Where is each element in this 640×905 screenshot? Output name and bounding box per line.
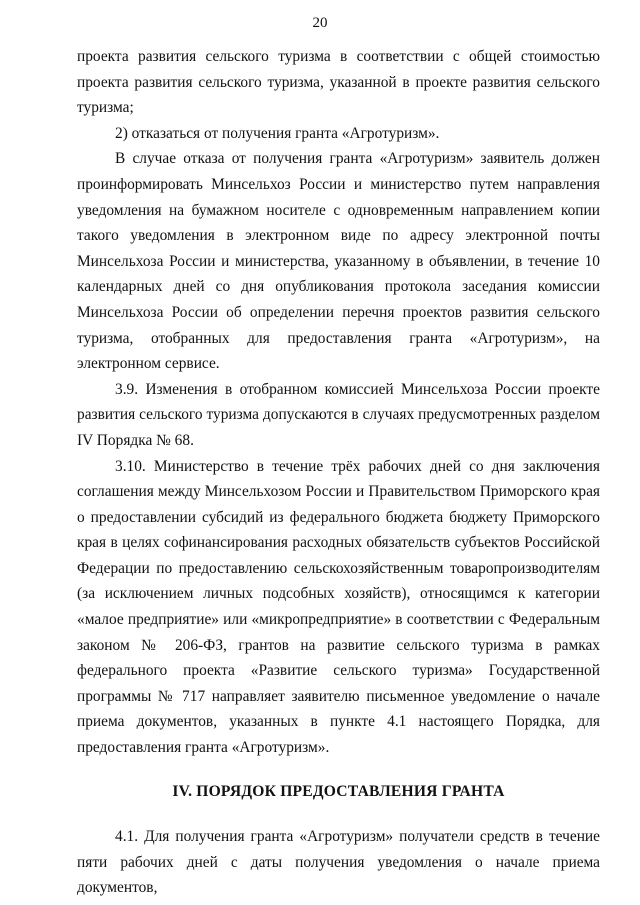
paragraph-option-2: 2) отказаться от получения гранта «Агротуризм».	[115, 124, 440, 142]
paragraph-refusal: В случае отказа от получения гранта «Агротуризм» заявитель должен проинформировать Минсельхоз России и министерство путем направления уведомления на бумажном носителе с одновременным направлением копии такого уведомления в электронном виде по адресу электронной почты Минсельхоза России и министерства, указанному в объявлении, в течение 10 календарных дней со дня опубликования протокола заседания комиссии Минсельхоза России об определении перечня проектов развития сельского туризма, отобранных для предоставления гранта «Агротуризм», на электронном сервисе.	[77, 150, 600, 373]
page-number: 20	[312, 15, 328, 31]
paragraph-3-9: 3.9. Изменения в отобранном комиссией Минсельхоза России проекте развития сельского туризма допускаются в случаях предусмотренных разделом IV Порядка № 68.	[77, 380, 600, 449]
paragraph-3-10: 3.10. Министерство в течение трёх рабочих дней со дня заключения соглашения между Минсельхозом России и Правительством Приморского края о предоставлении субсидий из федерального бюджета бюджету Приморского края в целях софинансирования расходных обязательств субъектов Российской Федерации по предоставлению сельскохозяйственным товаропроизводителям (за исключением личных подсобных хозяйств), относящимся к категории «малое предприятие» или «микропредприятие» в соответствии с Федеральным законом № 206-ФЗ, грантов на развитие сельского туризма в рамках федерального проекта «Развитие сельского туризма» Государственной программы № 717 направляет заявителю письменное уведомление о начале приема документов, указанных в пункте 4.1 настоящего Порядка, для предоставления гранта «Агротуризм».	[77, 457, 600, 757]
paragraph-4-1: 4.1. Для получения гранта «Агротуризм» получатели средств в течение пяти рабочих дней с даты получения уведомления о начале приема документов,	[77, 828, 600, 897]
paragraph-continuation: проекта развития сельского туризма в соответствии с общей стоимостью проекта развития сельского туризма, указанной в проекте развития сельского туризма;	[77, 48, 600, 117]
document-body	[77, 44, 600, 901]
section-heading: IV. ПОРЯДОК ПРЕДОСТАВЛЕНИЯ ГРАНТА	[172, 782, 505, 800]
